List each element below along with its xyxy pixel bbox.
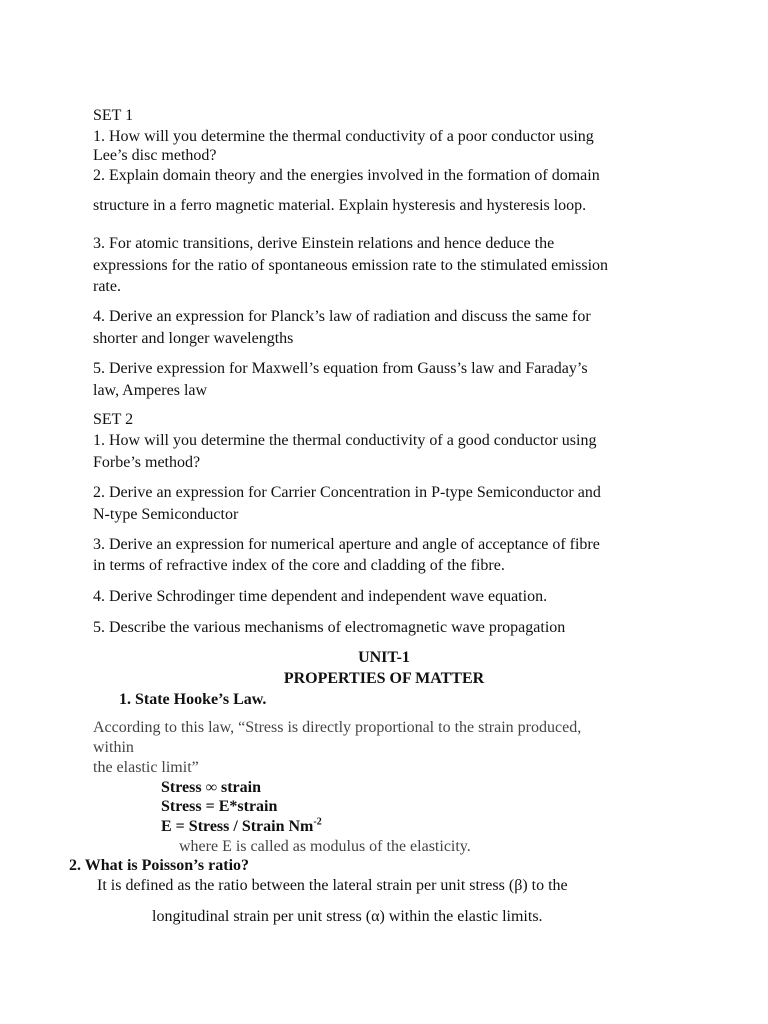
set1-q2-line1: 2. Explain domain theory and the energies involved in the formation of domain <box>93 167 600 184</box>
formula-note: where E is called as modulus of the elasticity. <box>179 838 471 855</box>
formula-line3-exponent: -2 <box>313 816 322 828</box>
unit-q1-text-line1: According to this law, “Stress is directly proportional to the strain produced, <box>93 719 582 736</box>
set2-q4: 4. Derive Schrodinger time dependent and independent wave equation. <box>93 588 548 605</box>
set1-heading: SET 1 <box>93 107 134 124</box>
formula-line2: Stress = E*strain <box>161 798 278 815</box>
set1-q2-line2: structure in a ferro magnetic material. Explain hysteresis and hysteresis loop. <box>93 197 587 214</box>
unit-title: UNIT-1 <box>358 649 410 666</box>
set1-q1-line1: 1. How will you determine the thermal conductivity of a poor conductor using <box>93 128 594 145</box>
formula-line3-text: E = Stress / Strain Nm <box>161 818 314 835</box>
formula-line1: Stress ∞ strain <box>161 779 261 796</box>
set2-q2-line2: N-type Semiconductor <box>93 506 239 523</box>
set2-q2-line1: 2. Derive an expression for Carrier Concentration in P-type Semiconductor and <box>93 484 601 501</box>
set1-q3-line2: expressions for the ratio of spontaneous emission rate to the stimulated emission <box>93 257 609 274</box>
unit-q1-heading: 1. State Hooke’s Law. <box>119 691 267 708</box>
unit-q2-text-line1: It is defined as the ratio between the lateral strain per unit stress (β) to the <box>97 877 568 894</box>
unit-q1-text-line2: within <box>93 739 134 756</box>
set2-q5: 5. Describe the various mechanisms of electromagnetic wave propagation <box>93 619 566 636</box>
set1-q4-line2: shorter and longer wavelengths <box>93 330 294 347</box>
set1-q5-line2: law, Amperes law <box>93 382 208 399</box>
set1-q5-line1: 5. Derive expression for Maxwell’s equation from Gauss’s law and Faraday’s <box>93 360 588 377</box>
set2-q3-line1: 3. Derive an expression for numerical aperture and angle of acceptance of fibre <box>93 536 600 553</box>
set2-q1-line2: Forbe’s method? <box>93 454 201 471</box>
set1-q4-line1: 4. Derive an expression for Planck’s law of radiation and discuss the same for <box>93 308 591 325</box>
formula-line3 <box>161 817 322 837</box>
set1-q1-line2: Lee’s disc method? <box>93 147 217 164</box>
set2-q3-line2: in terms of refractive index of the core and cladding of the fibre. <box>93 557 505 574</box>
unit-q2-heading: 2. What is Poisson’s ratio? <box>69 857 250 874</box>
set1-q3-line1: 3. For atomic transitions, derive Einstein relations and hence deduce the <box>93 235 555 252</box>
unit-q2-text-line2: longitudinal strain per unit stress (α) within the elastic limits. <box>152 908 543 925</box>
set2-q1-line1: 1. How will you determine the thermal conductivity of a good conductor using <box>93 432 597 449</box>
unit-subtitle: PROPERTIES OF MATTER <box>283 670 485 687</box>
set1-q3-line3: rate. <box>93 278 121 295</box>
set2-heading: SET 2 <box>93 411 134 428</box>
unit-q1-text-line3: the elastic limit” <box>93 759 199 776</box>
